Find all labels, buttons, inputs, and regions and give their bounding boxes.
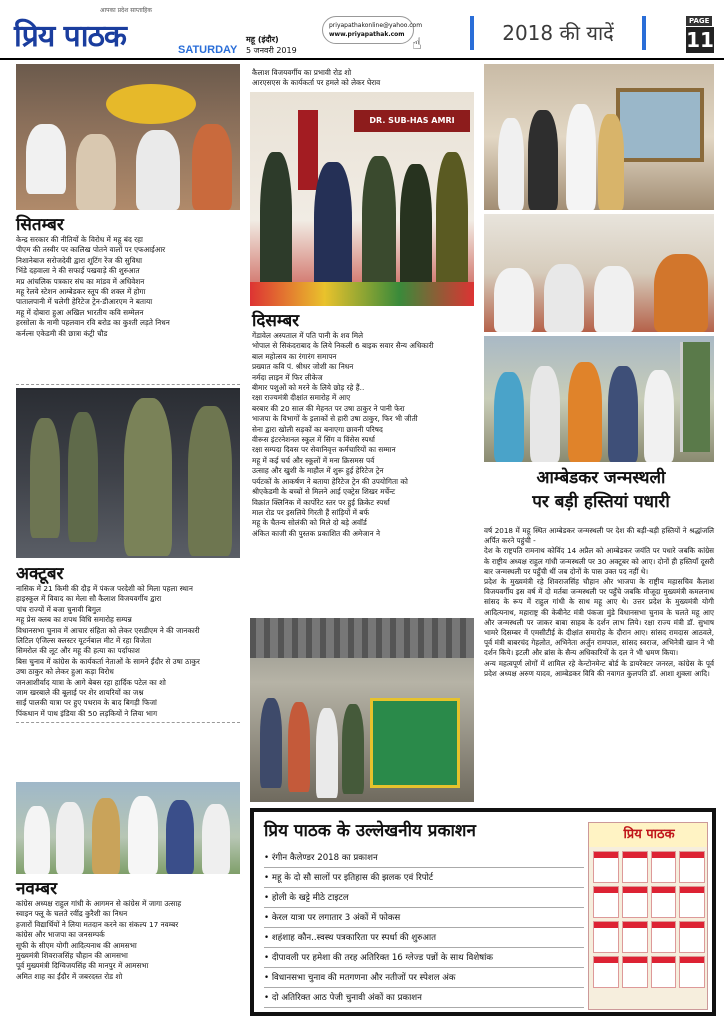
list-item: भिंडे दहवाला ने की सफाई पखवाड़े की शुरुआत — [16, 266, 140, 276]
list-item: पांच राज्यों में बजा चुनावी बिगुल — [16, 604, 101, 614]
crowd-photo — [16, 64, 240, 210]
publications-title: प्रिय पाठक के उल्लेखनीय प्रकाशन — [264, 821, 476, 841]
divider — [16, 722, 240, 723]
dignitaries-at-memorial-photo — [484, 64, 714, 210]
list-item: आरएसएस के कार्यकर्ता पर हमले को लेकर घेराव — [252, 78, 381, 88]
list-item: सेना द्वारा खोली सड़कों का बनाएगा छावनी परिषद — [252, 424, 383, 434]
monks-prayer-photo — [484, 214, 714, 332]
list-item: • महू के दो सौ सालों पर इतिहास की झलक एवं रिपोर्ट — [264, 868, 584, 888]
list-item: उत्साह और खुशी के माहौल में शुरू हुई हेरिटेज ट्रेन — [252, 466, 384, 476]
list-item: पिंकथान में पाथ इंडिया की 50 लड़कियों ने लिया भाग — [16, 708, 158, 718]
calendar-month — [593, 921, 619, 953]
list-item: • केरल यात्रा पर लगातार 3 अंकों में फोकस — [264, 908, 584, 928]
calendar-month — [651, 956, 677, 988]
list-item: नर्मदा लाइन में फिर लीकेज — [252, 372, 323, 382]
list-item: महू में कई चर्च और स्कूलों में मना क्रिसमस पर्व — [252, 455, 375, 465]
list-item: सिमरोल की लूट और महू की हत्या का पर्दाफाश — [16, 646, 140, 656]
calendar-month — [593, 886, 619, 918]
heritage-train-photo — [250, 618, 474, 802]
list-item: निशानेबाज सरोजदेवी द्वारा शूटिंग रेंज की सुविधा — [16, 255, 143, 265]
email-link[interactable]: priyapathakonline@yahoo.com — [329, 22, 423, 29]
newspaper-logo: प्रिय पाठक — [14, 19, 126, 54]
calendar-month — [679, 886, 705, 918]
calendar-month — [679, 851, 705, 883]
pointing-hand-icon: ☝ — [412, 34, 422, 53]
page-label: PAGE — [686, 16, 712, 26]
list-item: सूफी के सीएम योगी आदित्यनाथ की आमसभा — [16, 940, 137, 950]
edition-city: महू (इंदौर) — [246, 35, 279, 44]
list-item: जनआशीर्वाद यात्रा के आगे बेबस रहा हार्दिक पटेल का शो — [16, 677, 166, 687]
flower-decoration — [250, 282, 474, 306]
calendar-month — [679, 956, 705, 988]
article-paragraph: अन्य महत्वपूर्ण लोगों में शामिल रहे केन्टोनमेन्ट बोर्ड के डायरेक्टर जनरल, कांग्रेस के पूर्व प्रदेश अध्यक्ष अरुण यादव, आम्बेडकर विवि की नवागत कुलपति डॉ. आशा शुक्ला आदि। — [484, 658, 714, 678]
section-title: 2018 की यादें — [470, 16, 646, 50]
article-paragraph: देश के राष्ट्रपति रामनाथ कोविंद 14 अप्रैल को आम्बेडकर जयंति पर पधारे जबकि कांग्रेस के राष्ट्रीय अध्यक्ष राहुल गांधी जन्मस्थली पर 30 अक्टूबर को आए। दोनों ही हस्तियाँ दूसरी बार जन्मस्थली पर पहुँची थीं जब दोनों के पास उक्त पद नहीं थे। — [484, 546, 714, 576]
list-item: कांग्रेस और भाजपा का जनसम्पर्क — [16, 930, 105, 940]
list-item: भोपाल से सिकंदराबाद के लिये निकली 6 बाइक सवार सैन्य अधिकारी — [252, 341, 434, 351]
calendar-month — [622, 956, 648, 988]
list-item: मप्र आंचलिक पत्रकार संघ का मांडव में अधिवेशन — [16, 276, 145, 286]
list-item: • शहंशाह कौन..स्वस्थ पत्रकारिता पर स्पर्धा की शुरुआत — [264, 928, 584, 948]
train-engine — [370, 698, 460, 788]
calendar-month — [651, 886, 677, 918]
yogi-visit-photo — [484, 336, 714, 462]
website-link[interactable]: www.priyapathak.com — [329, 31, 405, 38]
headline-line: पर बड़ी हस्तियां पधारी — [532, 492, 670, 512]
list-item: अंकित काजी की पुस्तक प्रकाशित की अमेजान ने — [252, 528, 380, 538]
curtain — [298, 110, 318, 190]
list-item: लिटिल एंजिल्स क्लस्टर यूटर्नबाल मीट में रहा विजेता — [16, 636, 152, 646]
day-label: SATURDAY — [178, 44, 238, 56]
list-item: प्रख्यात कवि पं. श्रीधर जोशी का निधन — [252, 362, 354, 372]
calendar-month — [622, 851, 648, 883]
december-intro — [252, 68, 476, 89]
list-item: बिस चुनाव में कांग्रेस के कार्यकर्ता नेताओं के सामने ईंदौर से उषा ठाकुर — [16, 656, 200, 666]
publications-box — [250, 808, 716, 1016]
article-paragraph: वर्ष 2018 में महू स्थित आम्बेडकर जन्मस्थली पर देश की बड़ी-बड़ी हस्तियों ने श्रद्धांजलि अर्पित करने पहुंची - — [484, 526, 714, 546]
list-item: • दीपावली पर हमेशा की तरह अतिरिक्त 16 ग्लेज्ड पन्नों के साथ विशेषांक — [264, 948, 584, 968]
list-item: • होली के खट्टे मीठे टाइटल — [264, 888, 584, 908]
portrait-painting — [616, 88, 704, 162]
december-list — [252, 331, 478, 539]
logo-tagline: आपका प्रदेश साप्ताहिक — [100, 7, 152, 14]
november-list — [16, 899, 242, 982]
december-heading: दिसम्बर — [252, 311, 300, 331]
list-item: हाइस्कूल में विवाद का मेला सौ कैलाश विजयवर्गीय द्वारा — [16, 594, 162, 604]
october-list — [16, 584, 242, 719]
stage-banner: DR. SUB-HAS AMRI — [354, 110, 470, 132]
list-item: पूर्व मुख्यमंत्री दिग्विजयसिंह की मानपुर में आमसभा — [16, 961, 149, 971]
women-police-march-photo — [16, 388, 240, 558]
list-item: कर्नल्स एकेडमी की छात्रा कंट्री चौड — [16, 328, 108, 338]
list-item: गेंडावेल अस्पताल में पति पानी के शव मिले — [252, 331, 364, 340]
calendar-month — [679, 921, 705, 953]
list-item: कांग्रेस अध्यक्ष राहुल गांधी के आगमन से कांग्रेस में जागा उत्साह — [16, 899, 182, 908]
list-item: हरसोला के नामी पहलवान रवि बरोड का कुश्ती लड़ते निधन — [16, 318, 170, 328]
november-heading: नवम्बर — [16, 879, 58, 899]
contact-box — [322, 16, 423, 44]
article-body — [484, 526, 714, 679]
list-item: महू प्रेस क्लब का शपथ विधि समारोह सम्पन्न — [16, 615, 132, 625]
list-item: जाम खरबाले की बूलाई पर शेर शायरियों का जश्न — [16, 688, 144, 698]
list-item: रक्षा राज्यमंत्री दीक्षांत समारोह में आए — [252, 393, 351, 403]
list-item: नासिक में 21 किमी की दौड़ में पंकज परदेशी को मिला पहला स्थान — [16, 584, 193, 593]
divider — [16, 384, 240, 385]
masthead — [0, 0, 724, 60]
october-heading: अक्टूबर — [16, 564, 64, 584]
list-item: • रंगीन कैलेण्डर 2018 का प्रकाशन — [264, 848, 584, 868]
calendar-logo: प्रिय पाठक — [589, 823, 708, 847]
list-item: विधानसभा चुनाव में आचार संहिता को लेकर एसडीएम ने की जानकारी — [16, 625, 200, 635]
list-item: बाल महोत्सव का रंगारंग समापन — [252, 351, 337, 361]
list-item: महू में दोबारा हुआ अखिल भारतीय कवि सम्मेलन — [16, 307, 144, 317]
calendar-month — [593, 956, 619, 988]
list-item: पातालपानी में चलेगी हेरिटेज ट्रेन-डीआरएम ने बताया — [16, 297, 153, 307]
list-item: बीमार पशुओं को मरने के लिये छोड़ रहे हैं.. — [252, 383, 365, 393]
september-heading: सितम्बर — [16, 215, 64, 235]
list-item: महू रेलवे स्टेशन आम्बेडकर स्तूप की शक्ल में होगा — [16, 287, 146, 297]
wall-frame — [680, 342, 710, 452]
calendar-month — [651, 921, 677, 953]
article-headline — [488, 466, 714, 514]
calendar-month — [593, 851, 619, 883]
list-item: महू के चैतन्य सोलंकी को मिले दो बड़े अवॉर्ड — [252, 518, 367, 528]
list-item: अमित शाह का ईंदौर में जबरदस्त रोड शो — [16, 971, 123, 981]
list-item: साईं पालकी यात्रा पर हुए पथराव के बाद बिगड़ी फिजां — [16, 698, 157, 708]
list-item: बरबार की 20 साल की मेहनत पर उषा ठाकुर ने पानी फेरा — [252, 403, 405, 413]
headline-line: आम्बेडकर जन्मस्थली — [536, 468, 666, 488]
list-item: केन्द्र सरकार की नीतियों के विरोध में महू बंद रहा — [16, 235, 143, 244]
calendar-month — [651, 851, 677, 883]
list-item: स्वाइन फ्लू के चलते रवींद्र कुरैशी का निधन — [16, 909, 128, 919]
list-item: मुख्यमंत्री शिवराजसिंह चौहान की आमसभा — [16, 951, 128, 961]
page-number: 11 — [686, 28, 714, 52]
station-roof — [250, 618, 474, 658]
calendar-month — [622, 921, 648, 953]
politicians-group-photo — [16, 782, 240, 874]
list-item: माल रोड पर इसलिये गिरती हैं सांड़ियों में बर्फ — [252, 507, 370, 517]
list-item: विक्रांत क्लिनिक में कार्पोरेट स्तर पर हुई क्रिकेट स्पर्धा — [252, 497, 390, 507]
calendar-image — [588, 822, 708, 1010]
list-item: रक्षा सम्पदा दिवस पर सेवानिवृत्त कर्मचारियों का सम्मान — [252, 445, 396, 455]
list-item: • विधानसभा चुनाव की मतगणना और नतीजों पर स्पेशल अंक — [264, 968, 584, 988]
calendar-months — [593, 851, 705, 988]
list-item: भाजपा के विभागों के इलाकों से हारी उषा ठाकुर, फिर भी जीती — [252, 414, 418, 424]
list-item: • दो अतिरिक्त आठ पेजी चुनावी अंकों का प्रकाशन — [264, 988, 584, 1008]
list-item: पीएम की तस्वीर पर कालिख पोतने वालों पर एफआईआर — [16, 245, 166, 255]
september-list — [16, 235, 242, 339]
list-item: उषा ठाकुर को लेकर हुआ कड़ा विरोध — [16, 667, 114, 677]
convocation-ceremony-photo — [250, 92, 474, 306]
calendar-month — [622, 886, 648, 918]
list-item: पर्यटकों के आकर्षण ने बताया हेरिटेज ट्रेन की उपयोगिता को — [252, 476, 408, 486]
publications-list — [264, 848, 584, 1008]
edition-date: 5 जनवरी 2019 — [246, 46, 297, 55]
list-item: वीरूस इंटरनेशनल स्कूल में सिंग व विंसेस स्पर्धा — [252, 435, 375, 445]
list-item: कैलाश विजयवर्गीय का प्रभावी रोड शो — [252, 68, 352, 77]
list-item: श्रीएकेडमी के बच्चों से मिलने आई एक्ट्रेस शिखर मर्चेन्ट — [252, 487, 396, 497]
list-item: हजारों विद्यार्थियों ने लिया मतदान करने का संकल्प 17 नवम्बर — [16, 919, 179, 929]
article-paragraph: प्रदेश के मुख्यमंत्री रहे शिवराजसिंह चौहान और भाजपा के राष्ट्रीय महासचिव कैलाश विजयवर्गीय इस वर्ष में दो मर्तबा जन्मस्थली पर पहुँचे जबकि मौजूदा मुख्यमंत्री कमलनाथ सांसद के रूप में राहुल गांधी के साथ महू आए थे। उत्तर प्रदेश के मुख्यमंत्री योगी आदित्यनाथ, महाराष्ट्र की केबीनेट मंत्री पंकजा मुंडे विधानसभा चुनाव के चलते महू आए और जन्मस्थली पर जाकर बाबा साहब के दर्शन लाभ लिये। रक्षा राज्य मंत्री डॉ. सुभाष भामरे दिसम्बर में एमसीटीई के दीक्षांत समारोह के दौरान आए। सांसद रामदास आठवले, पूर्व मंत्री बाबरचंद गेहलोत, अभिनेता अर्जुन रामपाल, सांसद स्वराज, अभिनेत्री खान ने भी दर्शन किये। इटली और ब्रांस के सैन्य अधिकारियों के दल ने भी भ्रमण किया। — [484, 577, 714, 658]
